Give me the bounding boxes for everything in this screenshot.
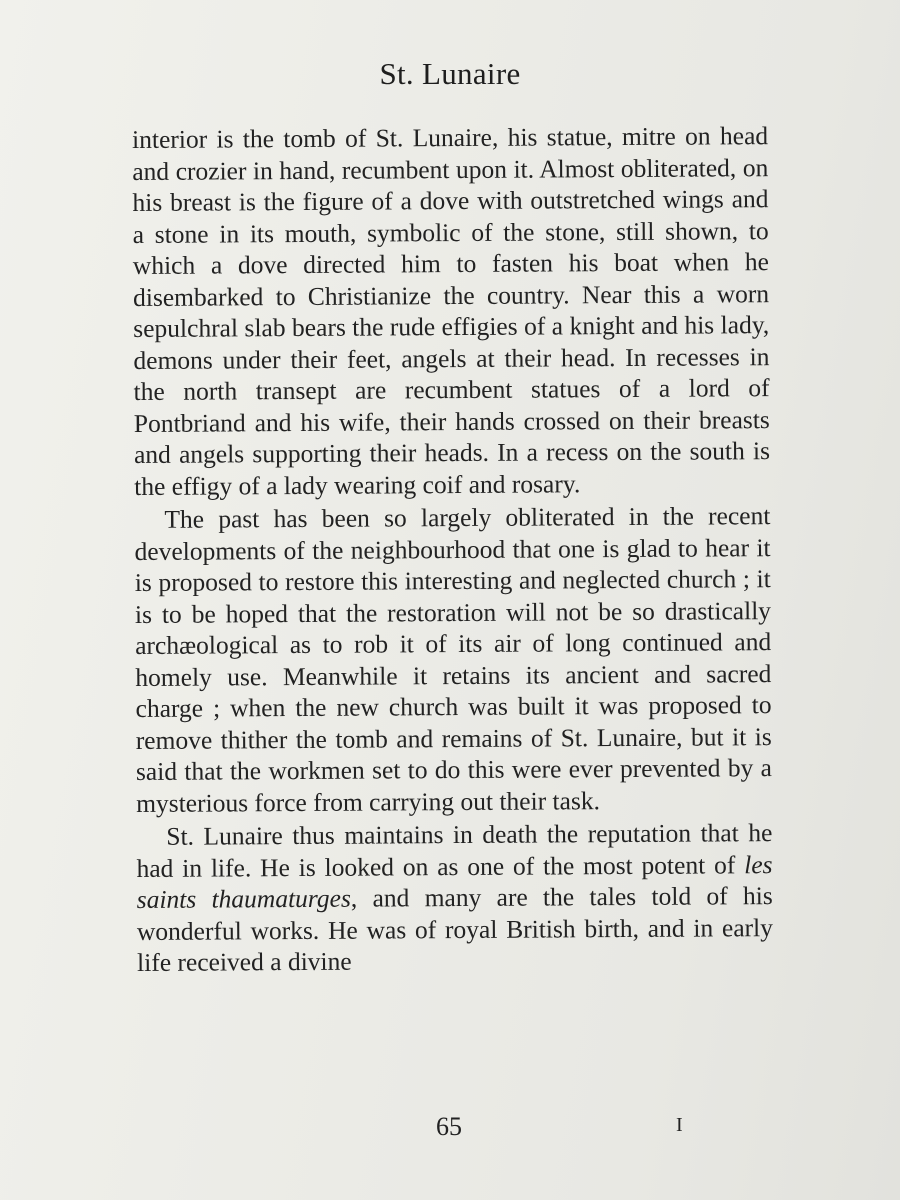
- signature-mark: I: [676, 1114, 683, 1136]
- paragraph-reputation: [136, 817, 773, 978]
- paragraph-text-after-italic: , and many are the tales told of his wonderful works. He was of royal British birth, and in early life received a divine: [136, 881, 774, 977]
- paragraph-continued: interior is the tomb of St. Lunaire, his statue, mitre on head and crozier in hand, recumbent upon it. Almost obliterated, on his breast is the figure of a dove with outstretched wings and a stone in its mouth, symbolic of the stone, still shown, to which a dove directed him to fasten his boat when he disembarked to Christianize the country. Near this a worn sepulchral slab bears the rude effigies of a knight and his lady, demons under their feet, angels at their head. In recesses in the north transept are recumbent statues of a lord of Pontbriand and his wife, their hands crossed on their breasts and angels supporting their heads. In a recess on the south is the effigy of a lady wearing coif and rosary.: [132, 121, 771, 501]
- page-footer: [0, 1112, 900, 1152]
- body-text: [132, 120, 773, 978]
- running-head-title: St. Lunaire: [379, 56, 521, 91]
- paragraph-text-before-italic: St. Lunaire thus maintains in death the reputation that he had in life. He is looked on as one of the most potent of: [136, 818, 773, 883]
- page-number: 65: [436, 1112, 462, 1141]
- paragraph-restoration: The past has been so largely obliterated in the recent developments of the neighbourhood that one is glad to hear it is proposed to restore this interesting and neglected church ; it is to be hoped that the restoration will not be so drastically archæological as to rob it of its air of long continued and homely use. Meanwhile it retains its ancient and sacred charge ; when the new church was built it was proposed to remove thither the tomb and remains of St. Lunaire, but it is said that the workmen set to do this were ever prevented by a mysterious force from carrying out their task.: [134, 501, 773, 818]
- italic-phrase: les saints thaumaturges: [136, 849, 773, 914]
